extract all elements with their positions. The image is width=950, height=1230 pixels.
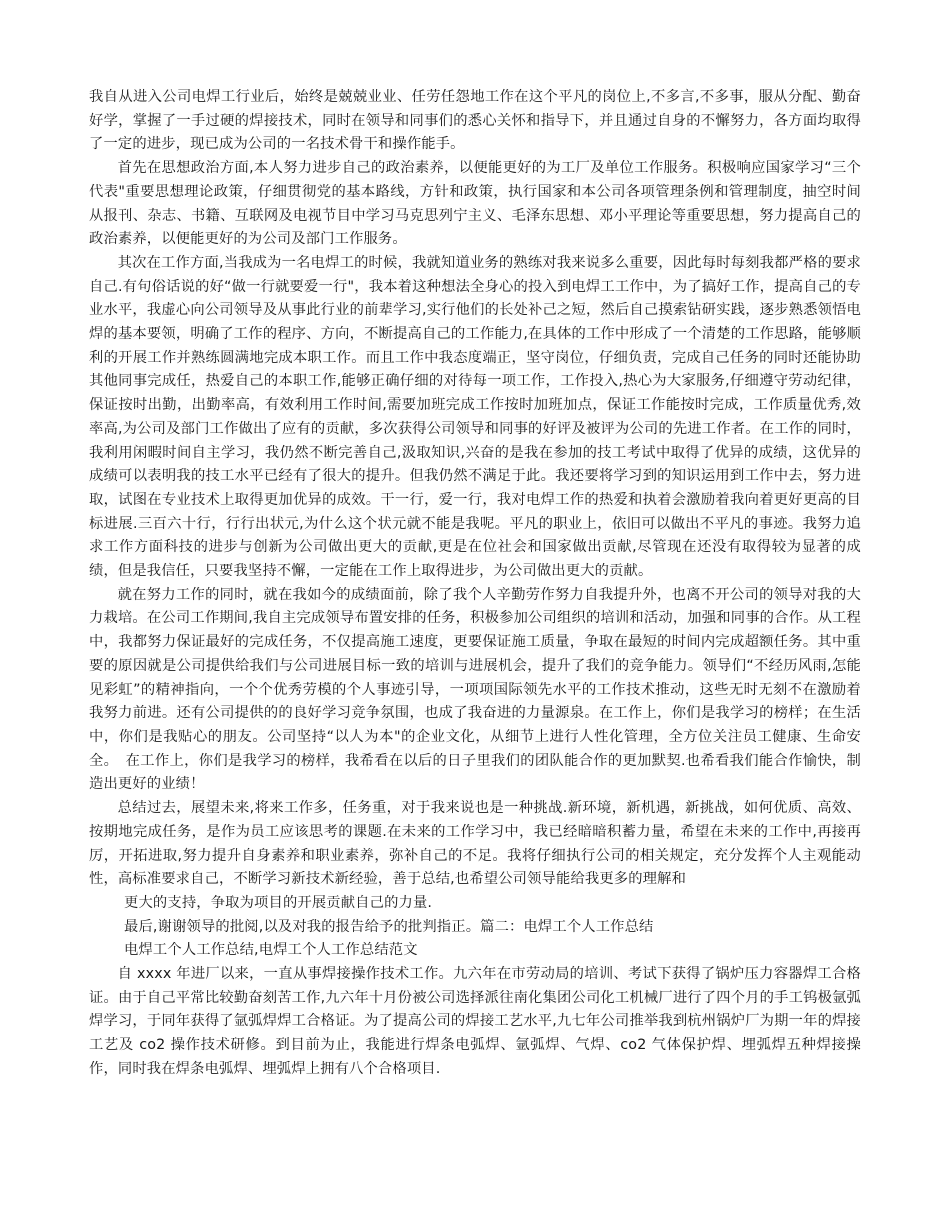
line-thanks: 最后,谢谢领导的批阅,以及对我的报告给予的批判指正。篇二：电焊工个人工作总结 <box>124 918 654 935</box>
line-support: 更大的支持，争取为项目的开展贡献自己的力量. <box>124 894 433 911</box>
paragraph-political: 首先在思想政治方面,本人努力进步自己的政治素养，以便能更好的为工厂及单位工作服务。积极响应国家学习“三个代表"重要思想理论政策，仔细贯彻党的基本路线，方针和政策，执行国家和本公司各项管理条例和管理制度，抽空时间从报刊、杂志、书籍、互联网及电视节目中学习马克思列宁主义、毛泽东思想、邓小平理论等重要思想，努力提高自己的政治素养，以便能更好的为公司及部门工作服务。 <box>89 160 861 248</box>
paragraph-experience: 自 xxxx 年进厂以来，一直从事焊接操作技术工作。九六年在市劳动局的培训、考试下获得了锅炉压力容器焊工合格证。由于自己平常比较勤奋刻苦工作,九六年十月份被公司选择派往南化集团公司化工机械厂进行了四个月的手工钨极氩弧焊学习，于同年获得了氩弧焊焊工合格证。为了提高公司的焊接工艺水平,九七年公司推举我到杭州锅炉厂为期一年的焊接工艺及 co2 操作技术研修。到目前为止，我能进行焊条电弧焊、氩弧焊、气焊、co2 气体保护焊、埋弧焊五种焊接操作，同时我在焊条电弧焊、埋弧焊上拥有八个合格项目. <box>89 966 861 1077</box>
paragraph-company-support: 就在努力工作的同时，就在我如今的成绩面前，除了我个人辛勤劳作努力自我提升外，也离不开公司的领导对我的大力栽培。在公司工作期间,我自主完成领导布置安排的任务，积极参加公司组织的培训和活动，加强和同事的合作。从工程中，我都努力保证最好的完成任务，不仅提高施工速度，更要保证施工质量，争取在最短的时间内完成超额任务。其中重要的原因就是公司提供给我们与公司进展目标一致的培训与进展机会，提升了我们的竞争能力。领导们“不经历风雨,怎能见彩虹”的精神指向，一个个优秀劳模的个人事迹引导，一项项国际领先水平的工作技术推动，这些无时无刻不在激励着我努力前进。还有公司提供的的良好学习竞争氛围，也成了我奋进的力量源泉。在工作上，你们是我学习的榜样；在生活中，你们是我贴心的朋友。公司坚持“以人为本"的企业文化，从细节上进行人性化管理，全方位关注员工健康、生命安全。 在工作上，你们是我学习的榜样，我希看在以后的日子里我们的团队能合作的更加默契.也希看我们能合作愉快，制造出更好的业绩！ <box>89 586 861 793</box>
line-heading: 电焊工个人工作总结,电焊工个人工作总结范文 <box>124 942 418 959</box>
paragraph-summary: 总结过去，展望未来,将来工作多，任务重，对于我来说也是一种挑战.新环境，新机遇，新挑战，如何优质、高效、按期地完成任务，是作为员工应该思考的课题.在未来的工作学习中，我已经暗暗积蓄力量，希望在未来的工作中,再接再厉，开拓进取,努力提升自身素养和职业素养，弥补自己的不足。我将仔细执行公司的相关规定，充分发挥个人主观能动性，高标准要求自己，不断学习新技术新经验，善于总结,也希望公司领导能给我更多的理解和 <box>89 800 861 888</box>
document-body <box>89 86 861 1082</box>
paragraph-intro: 我自从进入公司电焊工行业后，始终是兢兢业业、任劳任怨地工作在这个平凡的岗位上,不多言,不多事，服从分配、勤奋好学，掌握了一手过硬的焊接技术，同时在领导和同事们的悉心关怀和指导下，并且通过自身的不懈努力，各方面均取得了一定的进步，现已成为公司的一名技术骨干和操作能手。 <box>89 89 861 153</box>
paragraph-work: 其次在工作方面,当我成为一名电焊工的时候，我就知道业务的熟练对我来说多么重要，因此每时每刻我都严格的要求自己.有句俗话说的好“做一行就要爱一行"，我本着这种想法全身心的投入到电焊工工作中，为了搞好工作，提高自己的专业水平，我虚心向公司领导及从事此行业的前辈学习,实行他们的长处补己之短，然后自己摸索钻研实践，逐步熟悉领悟电焊的基本要领，明确了工作的程序、方向，不断提高自己的工作能力,在具体的工作中形成了一个清楚的工作思路，能够顺利的开展工作并熟练圆满地完成本职工作。而且工作中我态度端正，坚守岗位，仔细负责，完成自己任务的同时还能协助其他同事完成任，热爱自己的本职工作,能够正确仔细的对待每一项工作，工作投入,热心为大家服务,仔细遵守劳动纪律，保证按时出勤，出勤率高，有效利用工作时间,需要加班完成工作按时加班加点，保证工作能按时完成，工作质量优秀,效率高,为公司及部门工作做出了应有的贡献，多次获得公司领导和同事的好评及被评为公司的先进工作者。在工作的同时，我利用闲暇时间自主学习，我仍然不断完善自己,汲取知识,兴奋的是我在参加的技工考试中取得了优异的成绩，这优异的成绩可以表明我的技工水平已经有了很大的提升。但我仍然不满足于此。我还要将学习到的知识运用到工作中去，努力进取，试图在专业技术上取得更加优异的成效。干一行，爱一行，我对电焊工作的热爱和执着会激励着我向着更好更高的目标进展.三百六十行，行行出状元,为什么这个状元就不能是我呢。平凡的职业上，依旧可以做出不平凡的事迹。我努力追求工作方面科技的进步与创新为公司做出更大的贡献,更是在位社会和国家做出贡献,尽管现在还没有取得较为显著的成绩，但是我信任，只要我坚持不懈，一定能在工作上取得进步，为公司做出更大的贡献。 <box>89 254 861 580</box>
